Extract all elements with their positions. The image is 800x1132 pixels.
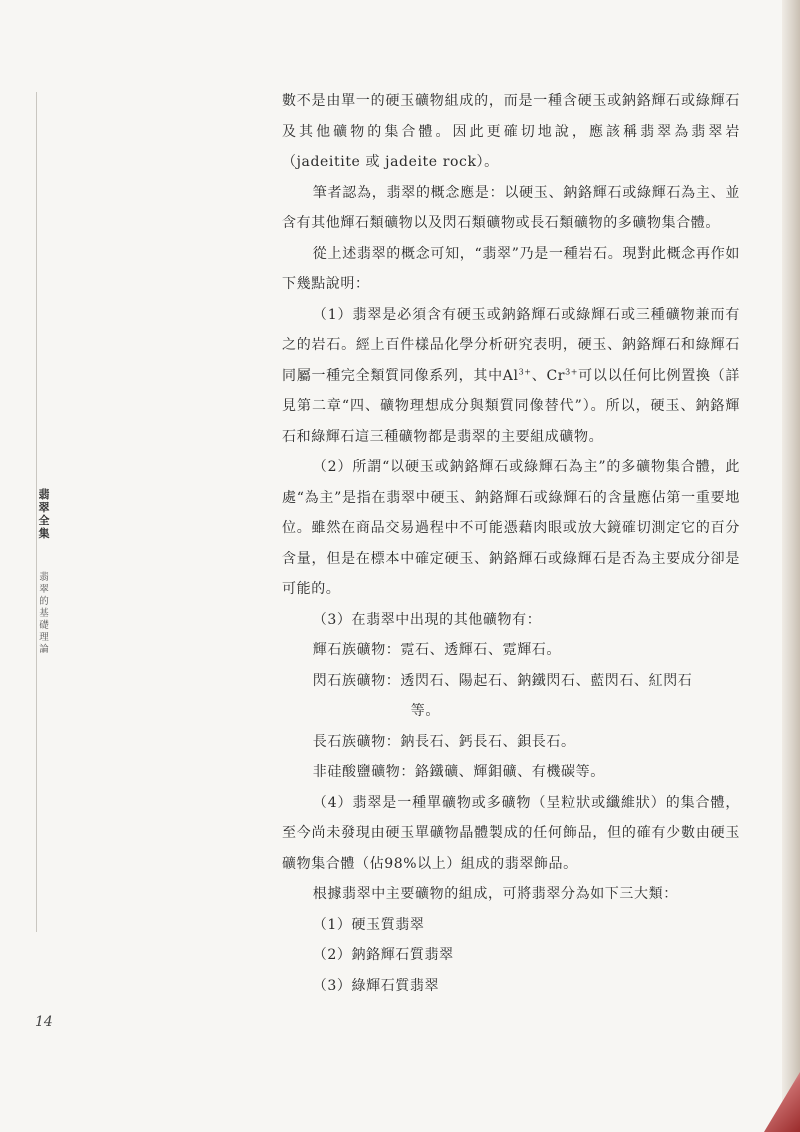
- jade-class-item: （2）鈉鉻輝石質翡翠: [312, 947, 454, 963]
- side-chapter-char: 論: [39, 644, 49, 655]
- mineral-group-text: 鉻鐵礦、輝鉬礦、有機碳等。: [415, 764, 605, 780]
- mineral-group-text: 鈉長石、鈣長石、鋇長石。: [400, 733, 576, 750]
- side-title-char: 翠: [38, 501, 50, 514]
- side-title-char: 全: [38, 514, 50, 527]
- paragraph: 從上述翡翠的概念可知，“翡翠”乃是一種岩石。現對此概念再作如下幾點說明：: [282, 245, 740, 292]
- mineral-group-label: 長石族礦物：: [312, 733, 401, 750]
- side-chapter-title: [38, 572, 50, 656]
- superscript: 3+: [518, 366, 532, 376]
- side-title-char: 集: [38, 527, 50, 540]
- jade-class-item: （3）綠輝石質翡翠: [312, 977, 440, 994]
- paragraph-part: （1）翡翠是必須含有硬玉或鈉鉻輝石或綠輝石或三種礦物兼而有之的岩石。經上百件樣品化學分析研究表明，硬玉、鈉鉻輝石和綠輝石同屬一種完全類質同像系列，其中Al: [282, 306, 740, 384]
- page-binding-edge: [782, 0, 800, 1132]
- side-chapter-char: 翡: [39, 572, 49, 583]
- mineral-group-label: 輝石族礦物：: [312, 642, 401, 658]
- side-chapter-char: 礎: [39, 620, 49, 631]
- paragraph: （4）翡翠是一種單礦物或多礦物（呈粒狀或纖維狀）的集合體，至今尚未發現由硬玉單礦物晶體製成的任何飾品，但的確有少數由硬玉礦物集合體（佔98%以上）組成的翡翠飾品。: [282, 794, 740, 872]
- mineral-group-label: 閃石族礦物：: [312, 672, 401, 689]
- jade-class-item: （1）硬玉質翡翠: [312, 916, 425, 933]
- paragraph: 筆者認為，翡翠的概念應是：以硬玉、鈉鉻輝石或綠輝石為主、並含有其他輝石類礦物以及閃石類礦物或長石類礦物的多礦物集合體。: [282, 184, 740, 231]
- paragraph: 數不是由單一的硬玉礦物組成的，而是一種含硬玉或鈉鉻輝石或綠輝石及其他礦物的集合體。因此更確切地說，應該稱翡翠為翡翠岩（jadeitite 或 jadeite rock）。: [282, 93, 740, 170]
- side-chapter-char: 的: [39, 596, 49, 607]
- side-chapter-char: 基: [39, 608, 49, 619]
- paragraph: [282, 300, 755, 453]
- paragraph-part: 可以以任何比例置換（詳見第二章“四、礦物理想成分與類質同像替代”）。所以，硬玉、鈉鉻輝 石和綠輝石這三種礦物都是翡翠的主要組成礦物。: [282, 367, 755, 445]
- paragraph-part: 、Cr: [531, 367, 566, 384]
- side-chapter-char: 翠: [39, 584, 49, 595]
- mineral-group-continuation: 等。: [410, 703, 440, 719]
- mineral-group-text: 透閃石、陽起石、鈉鐵閃石、藍閃石、紅閃石: [400, 672, 693, 689]
- mineral-group-text: 霓石、透輝石、霓輝石。: [400, 642, 562, 658]
- paragraph: （3）在翡翠中出現的其他礦物有：: [312, 611, 542, 628]
- side-chapter-char: 理: [39, 632, 49, 643]
- mineral-group: [282, 727, 740, 758]
- paragraph: 根據翡翠中主要礦物的組成，可將翡翠分為如下三大類：: [312, 886, 678, 902]
- body-text: [282, 86, 755, 1001]
- paragraph: （2）所謂“以硬玉或鈉鉻輝石或綠輝石為主”的多礦物集合體，此處“為主”是指在翡翠中硬玉、鈉鉻輝石或綠輝石的含量應佔第一重要地位。雖然在商品交易過程中不可能憑藉肉眼或放大鏡確切測定它的百分含量，但是在標本中確定硬玉、鈉鉻輝石或綠輝石是否為主要成分卻是可能的。: [282, 459, 740, 597]
- side-title-char: 翡: [38, 488, 50, 501]
- page-number: 14: [35, 1014, 53, 1030]
- mineral-group: [282, 757, 740, 788]
- mineral-group-label: 非硅酸鹽礦物：: [312, 764, 415, 780]
- side-book-title: [37, 488, 51, 540]
- mineral-group: [282, 635, 740, 666]
- mineral-group: [282, 666, 740, 697]
- superscript: 3+: [565, 366, 579, 376]
